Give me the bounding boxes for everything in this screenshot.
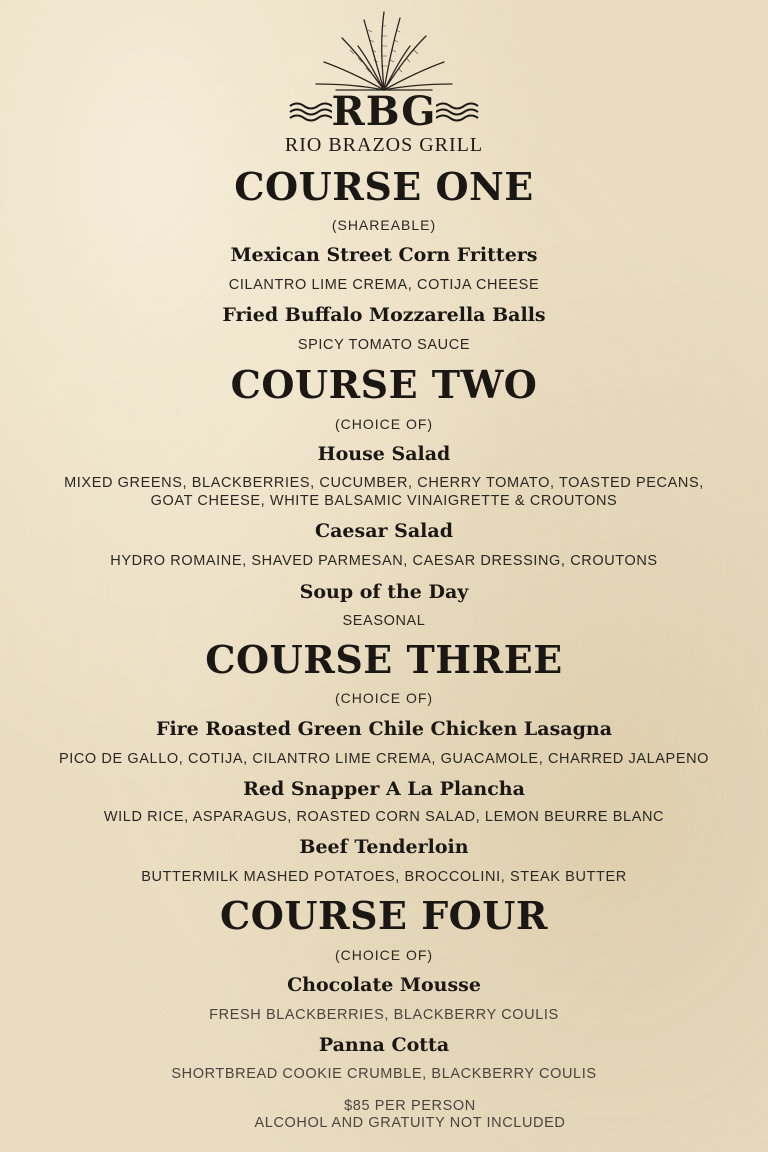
course-two-note: (CHOICE OF) xyxy=(334,416,434,432)
agave-icon xyxy=(284,6,484,96)
dish-description: SHORTBREAD COOKIE CRUMBLE, BLACKBERRY COULIS xyxy=(171,1066,597,1082)
course-four-title: COURSE FOUR xyxy=(220,893,548,938)
course-one-title: COURSE ONE xyxy=(234,164,534,209)
dish-name: Soup of the Day xyxy=(299,581,469,603)
course-one-note: (SHAREABLE) xyxy=(331,217,437,233)
course-three-note: (CHOICE OF) xyxy=(334,690,434,706)
restaurant-logo xyxy=(284,6,484,154)
course-three-title: COURSE THREE xyxy=(205,637,563,682)
dish-description: SPICY TOMATO SAUCE xyxy=(297,337,471,353)
dish-description: SEASONAL xyxy=(342,613,426,629)
course-four-note: (CHOICE OF) xyxy=(334,947,434,963)
dish-name: Fried Buffalo Mozzarella Balls xyxy=(222,304,546,326)
dish-name: Chocolate Mousse xyxy=(287,974,481,996)
dish-name: Panna Cotta xyxy=(318,1034,450,1056)
menu-disclaimer: ALCOHOL AND GRATUITY NOT INCLUDED xyxy=(254,1115,566,1131)
dish-description: FRESH BLACKBERRIES, BLACKBERRY COULIS xyxy=(209,1007,559,1023)
logo-monogram: RBG xyxy=(331,88,437,135)
dish-description: HYDRO ROMAINE, SHAVED PARMESAN, CAESAR DRESSING, CROUTONS xyxy=(110,553,658,569)
dish-description: PICO DE GALLO, COTIJA, CILANTRO LIME CREMA, GUACAMOLE, CHARRED JALAPENO xyxy=(58,751,710,767)
dish-description: CILANTRO LIME CREMA, COTIJA CHEESE xyxy=(228,277,540,293)
dish-description-line: GOAT CHEESE, WHITE BALSAMIC VINAIGRETTE & CROUTONS xyxy=(150,493,618,509)
dish-description: BUTTERMILK MASHED POTATOES, BROCCOLINI, STEAK BUTTER xyxy=(141,869,627,885)
dish-name: Mexican Street Corn Fritters xyxy=(230,244,538,266)
dish-name: Red Snapper A La Plancha xyxy=(243,778,525,800)
course-two-title: COURSE TWO xyxy=(230,362,538,407)
dish-name: House Salad xyxy=(317,443,451,465)
dish-description-line: MIXED GREENS, BLACKBERRIES, CUCUMBER, CHERRY TOMATO, TOASTED PECANS, xyxy=(64,475,704,491)
dish-name: Beef Tenderloin xyxy=(299,836,469,858)
logo-restaurant-name: RIO BRAZOS GRILL xyxy=(284,134,484,156)
dish-description: WILD RICE, ASPARAGUS, ROASTED CORN SALAD, LEMON BEURRE BLANC xyxy=(103,809,665,825)
menu-price: $85 PER PERSON xyxy=(344,1098,476,1114)
dish-name: Caesar Salad xyxy=(314,520,453,542)
dish-name: Fire Roasted Green Chile Chicken Lasagna xyxy=(155,718,613,740)
